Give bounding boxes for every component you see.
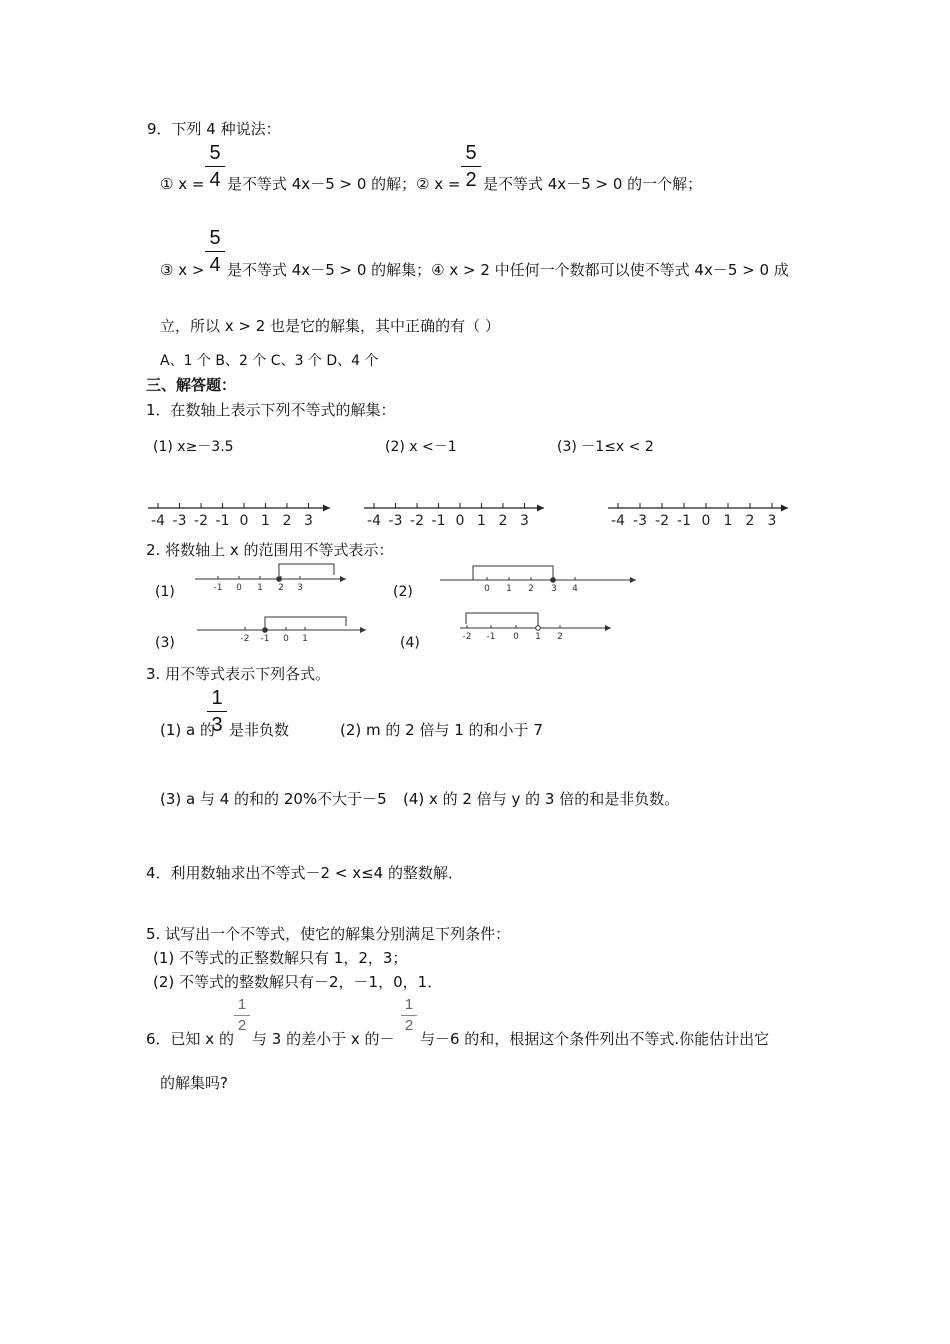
q6-part1: 6．已知 x 的 [146,1030,234,1048]
tick-label: 0 [236,583,242,593]
fraction-bar [401,1015,417,1016]
q2-label-2: (2) [393,584,413,600]
fraction-numerator: 1 [237,996,247,1013]
q9-s2-prefix: ② x = [416,175,461,193]
tick-label: 0 [701,513,711,529]
q6-part3: 与－6 的和，根据这个条件列出不等式.你能估计出它 [420,1030,770,1048]
tick-label: -1 [677,513,691,529]
q1-heading: 1．在数轴上表示下列不等式的解集： [146,401,396,419]
q5-condition-2: (2) 不等式的整数解只有－2，－1，0，1． [153,973,443,991]
fraction-denominator: 2 [237,1017,247,1034]
q2-axis-4 [460,613,611,642]
q2-label-3: (3) [155,635,175,651]
fraction-bar [207,711,227,712]
open-endpoint [536,626,541,631]
q6-fraction-1 [234,997,250,1034]
fraction-numerator: 5 [209,142,221,164]
tick-label: -4 [367,513,381,529]
tick-label: -1 [215,513,230,529]
q9-heading: 9．下列 4 种说法： [147,120,281,138]
tick-label: -4 [611,513,625,529]
q6-fraction-2 [401,997,417,1034]
fraction-denominator: 2 [404,1017,414,1034]
fraction-bar [234,1015,250,1016]
tick-label: 2 [498,513,508,529]
tick-label: -1 [486,632,496,642]
fraction-numerator: 5 [465,142,477,164]
q1-item-3: (3) －1≤x < 2 [557,439,654,455]
tick-label: 0 [513,632,519,642]
range-indicator [466,613,538,628]
tick-label: -3 [388,513,403,529]
q2-heading: 2. 将数轴上 x 的范围用不等式表示： [146,541,394,559]
q3-part4: (4) x 的 2 倍与 y 的 3 倍的和是非负数。 [403,790,680,808]
closed-endpoint [551,578,556,583]
q2-label-4: (4) [400,635,420,651]
fraction-denominator: 4 [209,169,221,191]
tick-label: 0 [283,634,289,644]
tick-label: -2 [462,632,472,642]
tick-label: 2 [528,584,534,594]
q5-condition-1: (1) 不等式的正整数解只有 1，2，3； [153,949,408,967]
tick-label: -1 [431,513,446,529]
tick-label: 0 [239,513,249,529]
tick-label: -1 [260,634,270,644]
tick-label: 2 [745,513,755,529]
q1-item-1: (1) x≥－3.5 [153,439,234,455]
q2-axis-2 [440,566,636,594]
tick-label: 1 [257,583,263,593]
tick-label: 3 [551,584,557,594]
tick-label: -4 [151,513,165,529]
fraction-numerator: 1 [404,996,414,1013]
tick-label: -2 [240,634,250,644]
q2-axis-1 [195,564,346,593]
tick-label: -2 [655,513,669,529]
q3-part1-suffix: 是非负数 [229,721,290,739]
tick-label: 3 [304,513,313,529]
q3-part3: (3) a 与 4 的和的 20%不大于－5 [160,790,387,808]
q6-part2: 与 3 的差小于 x 的－ [252,1030,395,1048]
tick-label: -2 [410,513,424,529]
q3-part2: (2) m 的 2 倍与 1 的和小于 7 [340,721,543,739]
tick-label: 0 [484,584,490,594]
fraction-numerator: 1 [211,687,223,709]
fraction-denominator: 2 [465,169,477,191]
axis-arrow [360,627,366,633]
q2-axis-3 [197,617,366,644]
tick-label: 4 [572,584,578,594]
tick-label: 2 [278,583,284,593]
q9-s2-suffix: 是不等式 4x－5 > 0 的一个解； [483,175,703,193]
closed-endpoint [277,577,282,582]
fraction-denominator: 4 [209,254,221,276]
tick-label: 2 [557,632,563,642]
tick-label: 3 [520,513,529,529]
q9-s4-continuation: 立，所以 x > 2 也是它的解集，其中正确的有（ ） [160,317,500,335]
tick-label: 3 [297,583,303,593]
tick-label: 0 [455,513,465,529]
q9-s3-prefix: ③ x > [160,261,205,279]
range-indicator [473,566,553,580]
fraction-numerator: 5 [209,227,221,249]
axis-arrow [340,576,346,582]
q4-text: 4．利用数轴求出不等式－2 < x≤4 的整数解． [146,864,463,882]
tick-label: 1 [261,513,270,529]
tick-label: -1 [213,583,223,593]
fraction-denominator: 3 [211,714,223,736]
tick-label: 3 [767,513,777,529]
tick-label: -3 [172,513,187,529]
tick-label: -3 [633,513,647,529]
q1-item-2: (2) x <－1 [385,439,457,455]
q3-part1-prefix: (1) a 的 [160,721,215,739]
axis-arrow [605,625,611,631]
q9-s1-suffix: 是不等式 4x－5 > 0 的解； [227,175,417,193]
q9-s1-prefix: ① x = [160,175,205,193]
axis-arrow [630,577,636,583]
closed-endpoint [263,628,268,633]
q9-options: A、1 个 B、2 个 C、3 个 D、4 个 [160,353,379,369]
q3-part1-fraction [207,687,227,736]
tick-label: 1 [723,513,733,529]
tick-label: 1 [535,632,541,642]
section-title: 三、解答题： [146,376,237,394]
q2-label-1: (1) [155,584,175,600]
q3-heading: 3. 用不等式表示下列各式。 [146,665,331,683]
range-indicator [279,564,334,579]
tick-label: 2 [282,513,292,529]
q6-line2: 的解集吗? [160,1074,228,1092]
q5-heading: 5. 试写出一个不等式，使它的解集分别满足下列条件： [146,925,511,943]
tick-label: 1 [506,584,512,594]
tick-label: -2 [194,513,208,529]
tick-label: 1 [477,513,486,529]
tick-label: 1 [302,634,308,644]
q9-s3-suffix: 是不等式 4x－5 > 0 的解集；④ x > 2 中任何一个数都可以使不等式 4x－5 > 0 成 [227,261,789,279]
